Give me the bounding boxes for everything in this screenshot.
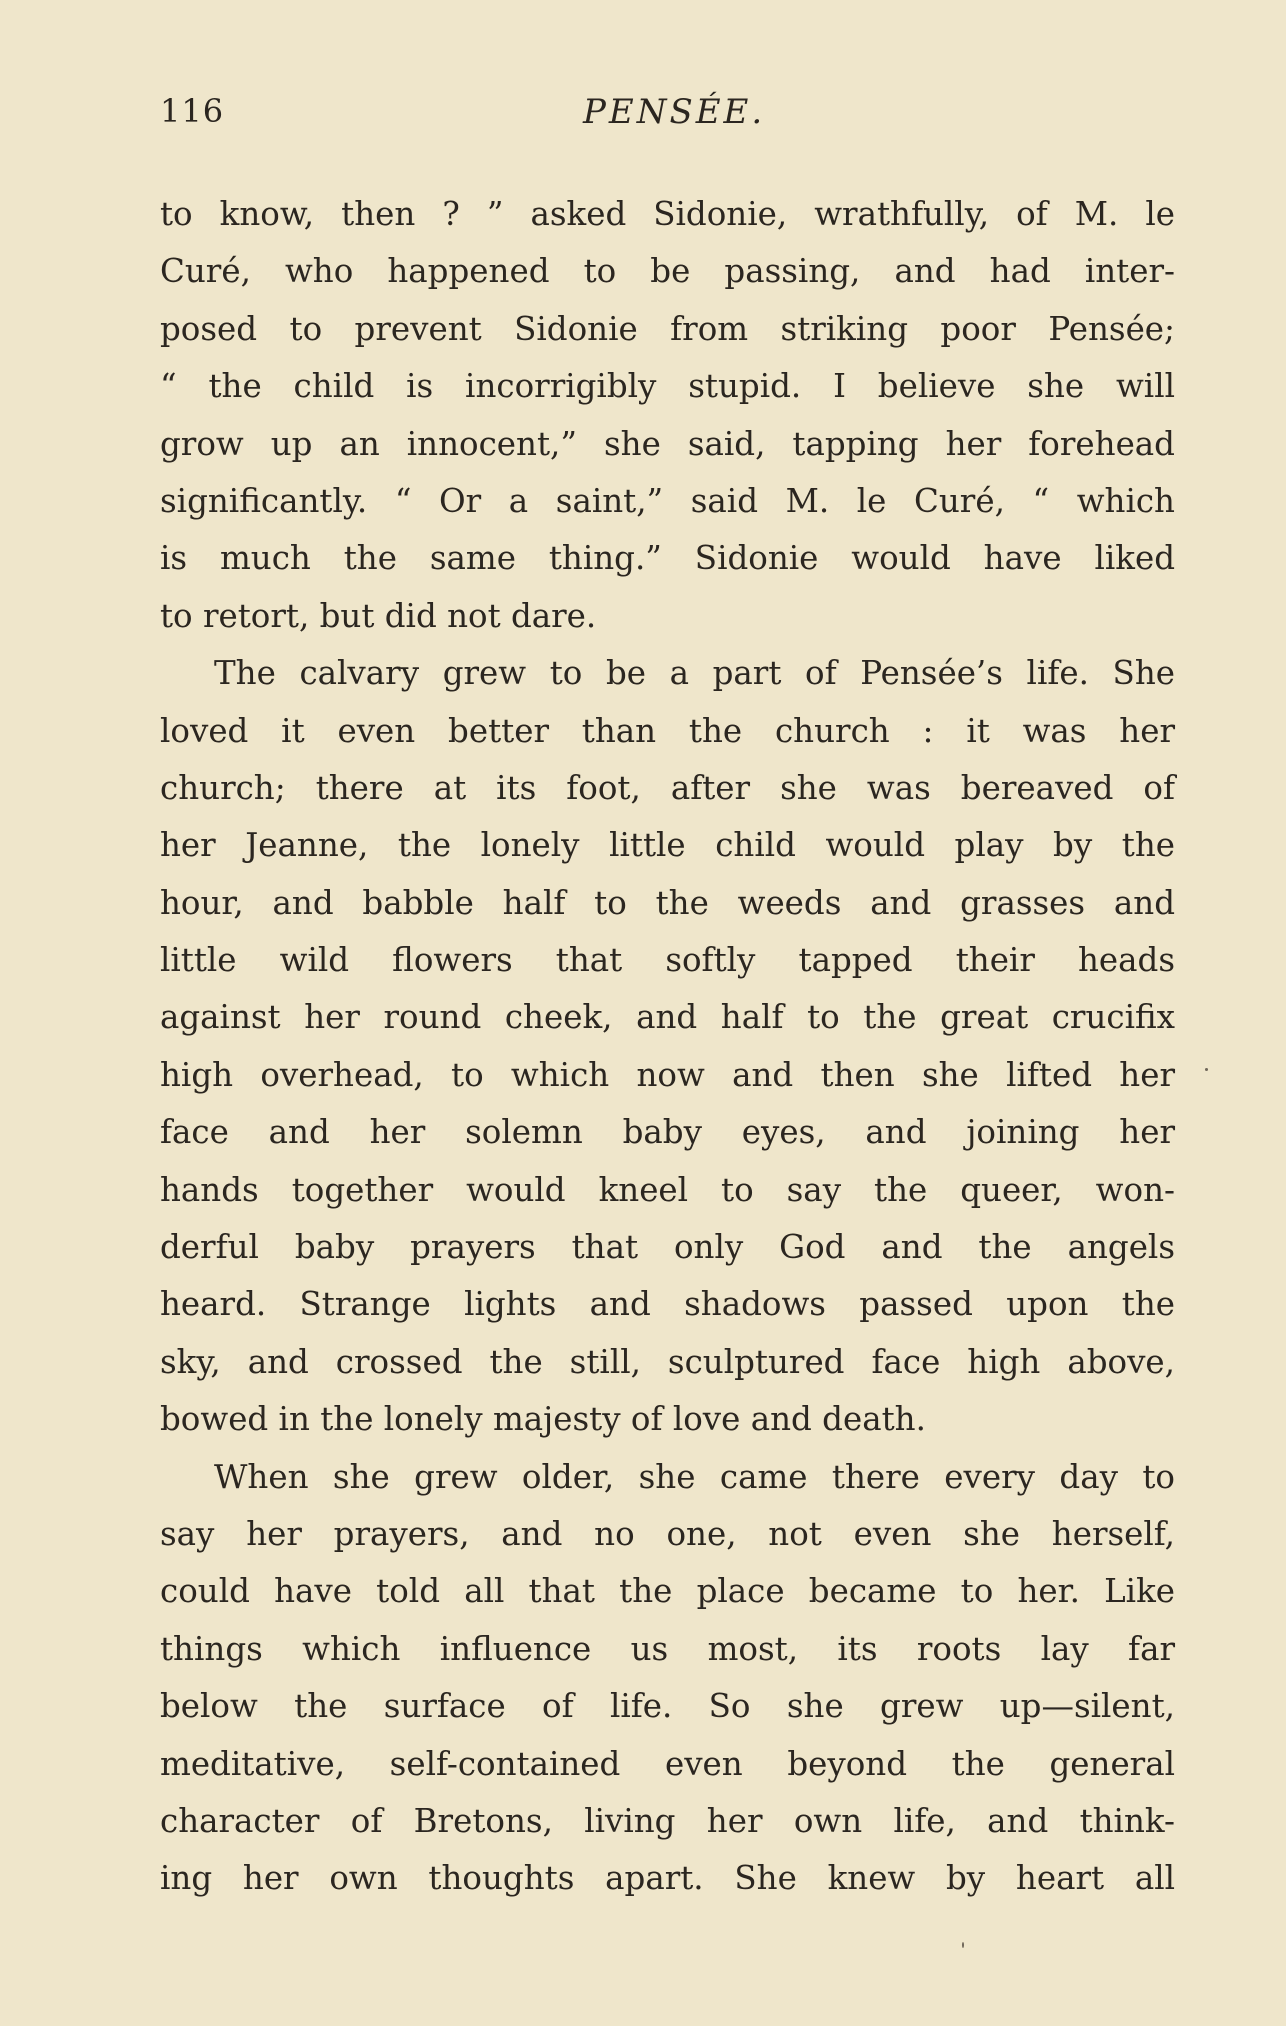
text-line: below the surface of life. So she grew up—silent,	[160, 1687, 1175, 1726]
text-line: to retort, but did not dare.	[160, 596, 597, 635]
text-line: is much the same thing.” Sidonie would have liked	[160, 539, 1175, 578]
text-line: ing her own thoughts apart. She knew by heart all	[160, 1859, 1175, 1898]
running-title: PENSÉE.	[583, 92, 766, 132]
text-line: loved it even better than the church : it was her	[160, 711, 1175, 750]
text-line: high overhead, to which now and then she lifted her	[160, 1055, 1175, 1094]
text-line: posed to prevent Sidonie from striking poor Pensée;	[160, 309, 1175, 348]
text-line: grow up an innocent,” she said, tapping her forehead	[160, 424, 1175, 463]
text-line: against her round cheek, and half to the great crucifix	[160, 998, 1175, 1037]
text-line: say her prayers, and no one, not even she herself,	[160, 1514, 1175, 1553]
text-line: to know, then ? ” asked Sidonie, wrathfully, of M. le	[160, 195, 1175, 233]
text-line: “ the child is incorrigibly stupid. I believe she will	[160, 367, 1175, 406]
text-line: hands together would kneel to say the queer, won-	[160, 1170, 1175, 1209]
text-line: The calvary grew to be a part of Pensée’s life. She	[214, 654, 1175, 693]
paragraph	[160, 186, 1175, 645]
text-line: sky, and crossed the still, sculptured face high above,	[160, 1342, 1175, 1381]
running-head	[0, 92, 1286, 142]
text-line: hour, and babble half to the weeds and grasses and	[160, 883, 1175, 922]
text-line: derful baby prayers that only God and the angels	[160, 1228, 1175, 1267]
text-line: face and her solemn baby eyes, and joining her	[160, 1113, 1175, 1152]
page-number: 116	[160, 92, 225, 130]
paragraph	[160, 645, 1175, 1448]
text-line: little wild flowers that softly tapped their heads	[160, 941, 1175, 980]
text-line: heard. Strange lights and shadows passed upon the	[160, 1285, 1175, 1324]
paragraph	[160, 1449, 1175, 1908]
text-line: bowed in the lonely majesty of love and death.	[160, 1400, 926, 1439]
text-line: things which influence us most, its roots lay far	[160, 1629, 1175, 1668]
text-line: church; there at its foot, after she was bereaved of	[160, 768, 1175, 807]
text-line: meditative, self-contained even beyond the general	[160, 1744, 1175, 1783]
text-line: character of Bretons, living her own life, and think-	[160, 1801, 1175, 1840]
text-line: Curé, who happened to be passing, and had inter-	[160, 252, 1175, 291]
text-line: her Jeanne, the lonely little child would play by the	[160, 826, 1175, 865]
text-line: could have told all that the place became to her. Like	[160, 1572, 1175, 1611]
body-text	[160, 186, 1175, 1908]
paper-speck	[962, 1942, 964, 1948]
text-line: When she grew older, she came there every day to	[214, 1457, 1175, 1496]
paper-speck	[1205, 1068, 1208, 1071]
text-line: significantly. “ Or a saint,” said M. le Curé, “ which	[160, 481, 1175, 520]
